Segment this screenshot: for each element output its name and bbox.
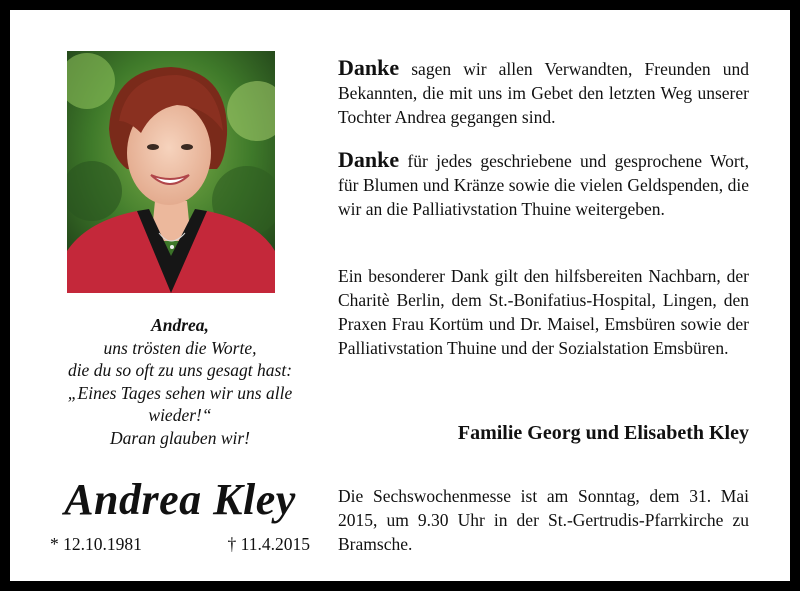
thanks-lead: Danke	[338, 55, 400, 80]
thanks-lead: Danke	[338, 147, 400, 172]
obituary-card	[10, 10, 790, 581]
birth-date: * 12.10.1981	[50, 534, 142, 554]
mass-notice: Die Sechswochenmesse ist am Sonntag, dem 31. Mai 2015, um 9.30 Uhr in der St.-Gertrudis-Pfarrkirche zu Bramsche.	[338, 486, 749, 554]
portrait-photo	[67, 51, 275, 293]
deceased-name: Andrea Kley	[64, 475, 296, 524]
verse-line: die du so oft zu uns gesagt hast:	[67, 360, 293, 380]
verse-line: Daran glauben wir!	[110, 427, 250, 448]
verse-line: wieder!“	[148, 405, 212, 425]
thanks-text: sagen wir allen Verwandten, Freunden und Bekannten, die mit uns im Gebet den letzten Weg unserer Tochter Andrea gegangen sind.	[338, 59, 749, 127]
thanks-paragraph	[338, 148, 749, 221]
thanks-text: für jedes geschriebene und gesprochene Wort, für Blumen und Kränze sowie die vielen Geldspenden, die wir an die Palliativstation Thuine weitergeben.	[338, 151, 749, 219]
memorial-verse	[20, 314, 340, 449]
verse-line: „Eines Tages sehen wir uns alle	[67, 382, 293, 403]
special-thanks-paragraph: Ein besonderer Dank gilt den hilfsbereiten Nachbarn, der Charitè Berlin, dem St.-Bonifatius-Hospital, Lingen, den Praxen Frau Kortüm und Dr. Maisel, Emsbüren sowie der Palliativstation Thuine und der Sozialstation Emsbüren.	[338, 266, 749, 358]
death-date: † 11.4.2015	[227, 534, 310, 554]
family-signature: Familie Georg und Elisabeth Kley	[457, 422, 749, 444]
verse-line: uns trösten die Worte,	[103, 337, 257, 358]
thanks-paragraph	[338, 56, 749, 129]
verse-name: Andrea,	[151, 315, 209, 335]
